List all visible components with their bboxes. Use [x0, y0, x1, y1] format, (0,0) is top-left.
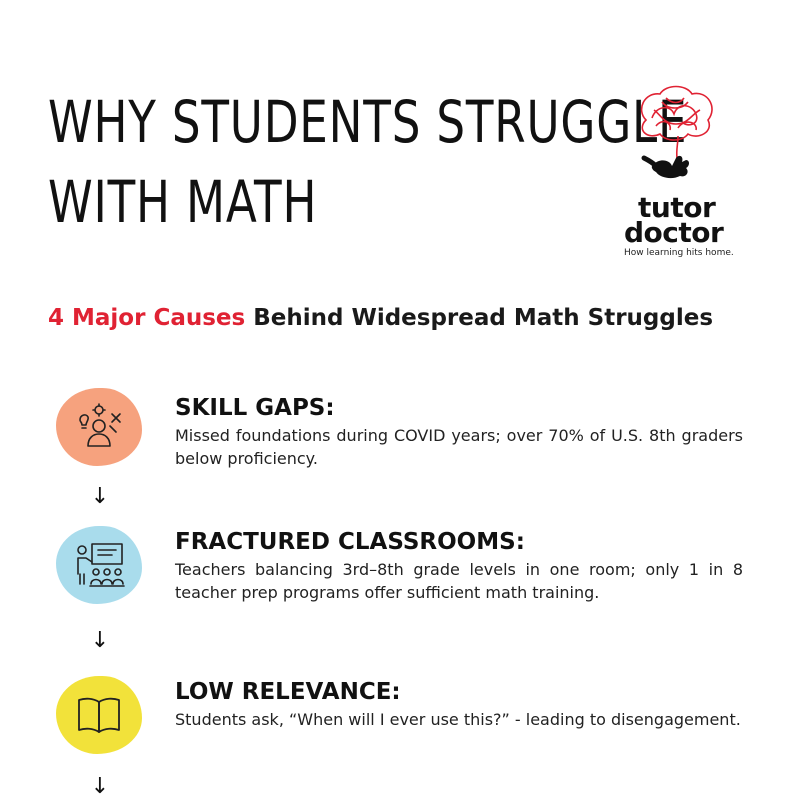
cause-description: Missed foundations during COVID years; over 70% of U.S. 8th graders below proficiency. [175, 426, 743, 468]
cause-title: FRACTURED CLASSROOMS: [175, 529, 525, 555]
cause-description: Students ask, “When will I ever use this?” - leading to disengagement. [175, 710, 741, 729]
person-gears-icon [74, 402, 124, 452]
open-book-icon [74, 690, 124, 740]
title-line-2: WITH MATH [48, 168, 318, 236]
down-arrow-icon: ↓ [90, 628, 110, 653]
title-line-1: WHY STUDENTS STRUGGLE [48, 88, 688, 156]
section-subtitle [48, 303, 768, 333]
logo-word-tutor: tutor [638, 191, 716, 224]
cause-title: LOW RELEVANCE: [175, 679, 401, 705]
brain-hand-icon [626, 80, 726, 190]
cause-icon-blob [56, 526, 142, 604]
classroom-board-icon [74, 540, 128, 590]
logo-word-doctor: doctor [624, 216, 724, 249]
logo-tagline: How learning hits home. [624, 248, 734, 258]
cause-title: SKILL GAPS: [175, 395, 335, 421]
cause-icon-blob [56, 388, 142, 466]
subtitle-accent: 4 Major Causes [48, 305, 246, 331]
tutor-doctor-logo [600, 80, 760, 265]
cause-icon-blob [56, 676, 142, 754]
down-arrow-icon: ↓ [90, 484, 110, 509]
down-arrow-icon: ↓ [90, 774, 110, 799]
subtitle-rest: Behind Widespread Math Struggles [245, 305, 714, 331]
cause-description: Teachers balancing 3rd–8th grade levels in one room; only 1 in 8 teacher prep programs offer sufficient math training. [175, 560, 743, 602]
